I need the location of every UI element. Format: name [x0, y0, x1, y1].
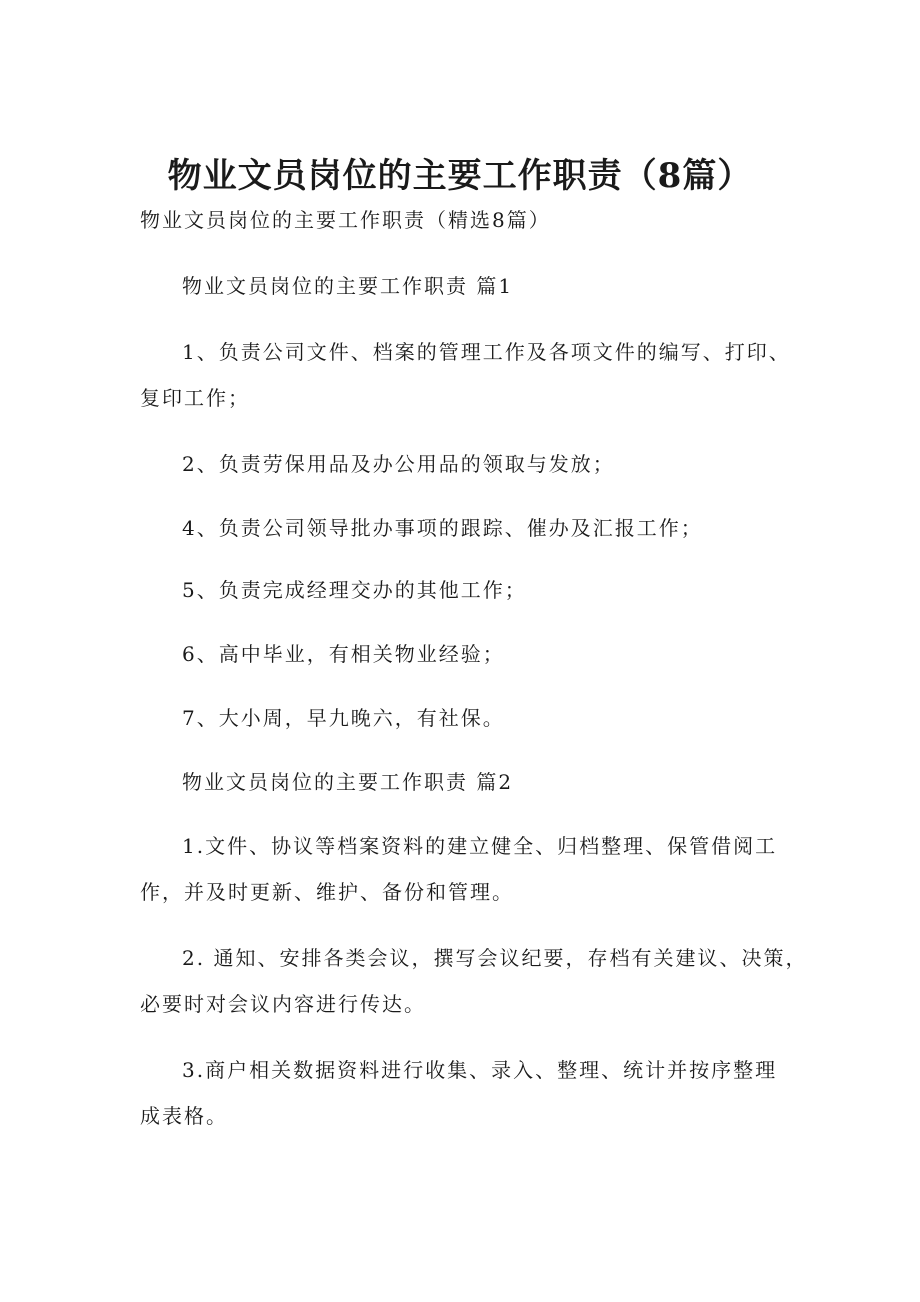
- list-item: 6、高中毕业，有相关物业经验；: [182, 642, 505, 666]
- section-heading-1: 物业文员岗位的主要工作职责 篇1: [182, 274, 514, 298]
- list-item: 1、负责公司文件、档案的管理工作及各项文件的编写、打印、: [182, 340, 791, 364]
- list-item-continuation: 作，并及时更新、维护、备份和管理。: [140, 880, 514, 904]
- list-item: 5、负责完成经理交办的其他工作；: [182, 578, 527, 602]
- section-heading-2: 物业文员岗位的主要工作职责 篇2: [182, 770, 514, 794]
- list-item-continuation: 必要时对会议内容进行传达。: [140, 992, 426, 1016]
- document-subtitle: 物业文员岗位的主要工作职责（精选8篇）: [140, 208, 551, 232]
- list-item: 2. 通知、安排各类会议，撰写会议纪要，存档有关建议、决策，: [182, 946, 808, 970]
- list-item: 2、负责劳保用品及办公用品的领取与发放；: [182, 452, 615, 476]
- document-title: 物业文员岗位的主要工作职责（8篇）: [167, 156, 753, 196]
- list-item-continuation: 成表格。: [140, 1104, 228, 1128]
- list-item: 4、负责公司领导批办事项的跟踪、催办及汇报工作；: [182, 516, 703, 540]
- list-item: 7、大小周，早九晚六，有社保。: [182, 706, 505, 730]
- list-item: 1.文件、协议等档案资料的建立健全、归档整理、保管借阅工: [182, 834, 778, 858]
- list-item-continuation: 复印工作；: [140, 386, 250, 410]
- list-item: 3.商户相关数据资料进行收集、录入、整理、统计并按序整理: [182, 1058, 778, 1082]
